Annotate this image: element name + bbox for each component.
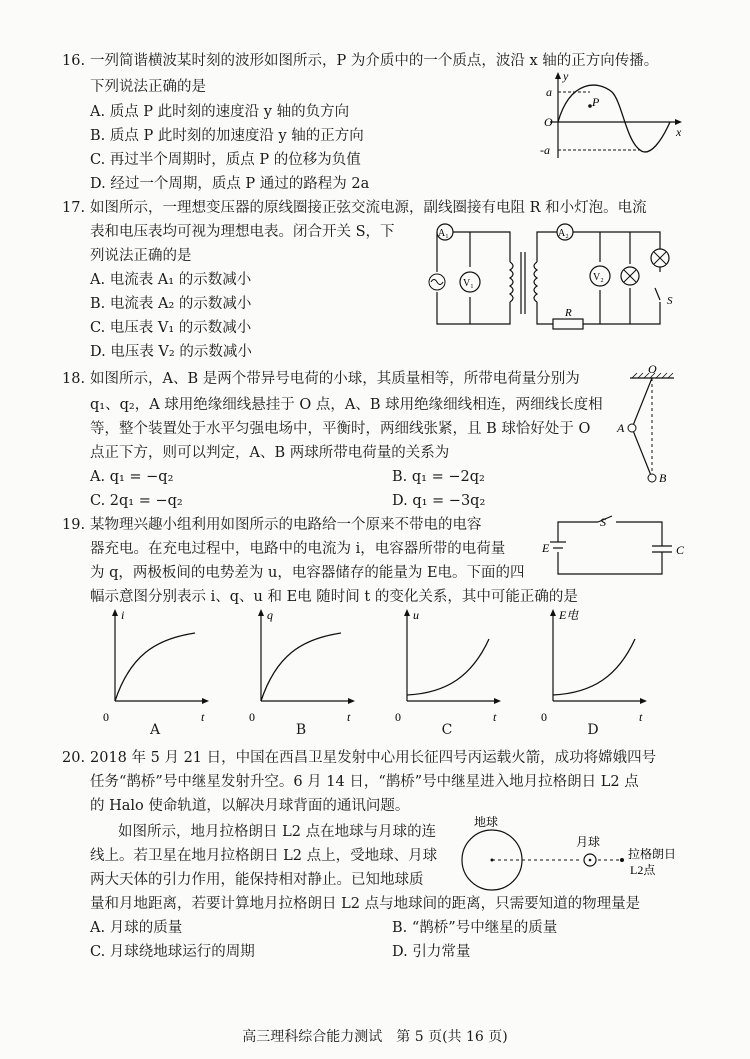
- lagrange-label-line2: L2点: [630, 863, 656, 877]
- ball-a-label: A: [617, 421, 625, 435]
- graph-option-label-a: A: [149, 722, 161, 738]
- graph-y-arrow: [112, 609, 118, 616]
- graph-curve-a: [115, 633, 195, 701]
- graph-option-label-d: D: [587, 722, 599, 738]
- wave-neg-a-label: -a: [540, 143, 550, 157]
- lagrange-point-figure: [462, 812, 692, 892]
- graph-origin-label: 0: [541, 710, 547, 724]
- graph-curve-b: [261, 633, 341, 701]
- question-20-option-b: B. “鹊桥”号中继星的质量: [392, 920, 558, 936]
- graph-t-arrow: [202, 698, 209, 704]
- graph-option-label-b: B: [295, 722, 307, 738]
- earth-label: 地球: [474, 815, 499, 829]
- graph-t-arrow: [494, 698, 501, 704]
- question-19-stem-line4: 幅示意图分别表示 i、q、u 和 E电 随时间 t 的变化关系，其中可能正确的是: [90, 589, 578, 605]
- question-18-option-d: D. q₁ = −3q₂: [392, 493, 486, 509]
- graph-origin-label: 0: [103, 710, 109, 724]
- ammeter-a2-label: A₂: [558, 228, 569, 239]
- graph-t-label: t: [347, 710, 351, 724]
- graph-y-label: u: [413, 608, 419, 622]
- question-20-option-d: D. 引力常量: [392, 944, 471, 960]
- lagrange-label-line1: 拉格朗日: [628, 847, 677, 861]
- graph-y-label: i: [121, 608, 125, 622]
- graph-t-arrow: [640, 698, 647, 704]
- resistor-r-label: R: [565, 307, 572, 319]
- question-20-stem-line5: 线上。若卫星在地月拉格朗日 L2 点上，受地球、月球: [90, 848, 438, 864]
- page-footer: 高三理科综合能力测试 第 5 页(共 16 页): [242, 1029, 508, 1045]
- graph-t-label: t: [493, 710, 497, 724]
- capacitor-c-label: C: [676, 543, 685, 557]
- voltmeter-v2-label: V₂: [593, 272, 604, 283]
- ball-b-label: B: [659, 471, 667, 485]
- question-20-number: 20.: [62, 750, 86, 766]
- graph-origin-label: 0: [249, 710, 255, 724]
- question-20-stem-line3: 的 Halo 使命轨道，以解决月球背面的通讯问题。: [90, 798, 410, 814]
- question-16-option-a: A. 质点 P 此时刻的速度沿 y 轴的负方向: [90, 104, 350, 120]
- question-17-option-c: C. 电压表 V₁ 的示数减小: [90, 320, 252, 336]
- voltmeter-v1-label: V₁: [463, 278, 474, 289]
- question-18-stem-line1: 如图所示，A、B 是两个带异号电荷的小球，其质量相等，所带电荷量分别为: [90, 371, 580, 387]
- question-16-stem-line2: 下列说法正确的是: [90, 79, 206, 95]
- question-18-option-b: B. q₁ = −2q₂: [392, 469, 485, 485]
- wave-p-label: P: [592, 95, 600, 109]
- charged-balls-figure: [612, 362, 682, 490]
- graph-curve-c: [407, 639, 489, 695]
- graph-y-label: q: [267, 608, 273, 622]
- question-16-option-b: B. 质点 P 此时刻的加速度沿 y 轴的正方向: [90, 128, 364, 144]
- question-16-option-d: D. 经过一个周期，质点 P 通过的路程为 2a: [90, 176, 370, 192]
- question-17-option-d: D. 电压表 V₂ 的示数减小: [90, 344, 252, 360]
- question-20-stem-line1: 2018 年 5 月 21 日，中国在西昌卫星发射中心用长征四号丙运载火箭，成功将嫦娥四号: [90, 750, 657, 766]
- transformer-circuit-figure: [425, 222, 695, 334]
- graph-y-label: E电: [559, 608, 579, 622]
- question-20-stem-line4: 如图所示，地月拉格朗日 L2 点在地球与月球的连: [118, 824, 437, 840]
- wave-x-label: x: [676, 125, 682, 139]
- question-18-stem-line4: 点正下方，则可以判定，A、B 两球所带电荷量的关系为: [90, 445, 450, 461]
- question-20-stem-line6: 两大天体的引力作用，能保持相对静止。已知地球质: [90, 872, 424, 888]
- question-20-stem-line2: 任务“鹊桥”号中继星发射升空。6 月 14 日，“鹊桥”号中继星进入地月拉格朗日 L2 点: [90, 774, 639, 790]
- question-18-option-a: A. q₁ = −q₂: [90, 469, 174, 485]
- question-17-stem-line3: 列说法正确的是: [90, 248, 192, 264]
- question-20-option-c: C. 月球绕地球运行的周期: [90, 944, 255, 960]
- moon-label: 月球: [576, 835, 601, 849]
- question-18-option-c: C. 2q₁ = −q₂: [90, 493, 183, 509]
- q19-graphs: [95, 605, 655, 724]
- question-18-stem-line2: q₁、q₂，A 球用绝缘细线悬挂于 O 点，A、B 球用绝缘细线相连，两细线长度相: [90, 397, 603, 413]
- graph-option-label-c: C: [441, 722, 453, 738]
- wave-y-label: y: [563, 69, 569, 83]
- question-19-stem-line1: 某物理兴趣小组利用如图所示的电路给一个原来不带电的电容: [90, 517, 482, 533]
- wave-origin-label: O: [544, 115, 553, 129]
- question-20-option-a: A. 月球的质量: [90, 920, 183, 936]
- graph-origin-label: 0: [395, 710, 401, 724]
- question-16-stem-line1: 一列简谐横波某时刻的波形如图所示，P 为介质中的一个质点，波沿 x 轴的正方向传播。: [90, 53, 659, 69]
- question-17-option-a: A. 电流表 A₁ 的示数减小: [90, 272, 252, 288]
- question-19-stem-line2: 器充电。在充电过程中，电路中的电流为 i，电容器所带的电荷量: [90, 541, 506, 557]
- graph-y-arrow: [550, 609, 556, 616]
- question-19-stem-line3: 为 q，两极板间的电势差为 u，电容器储存的能量为 E电。下面的四: [90, 565, 525, 581]
- question-17-stem-line2: 表和电压表均可视为理想电表。闭合开关 S，下: [90, 224, 395, 240]
- graph-y-arrow: [404, 609, 410, 616]
- battery-e-label: E: [542, 541, 550, 555]
- question-17-stem-line1: 如图所示，一理想变压器的原线圈接正弦交流电源，副线圈接有电阻 R 和小灯泡。电流: [90, 200, 647, 216]
- graph-y-arrow: [258, 609, 264, 616]
- graph-t-arrow: [348, 698, 355, 704]
- question-16-option-c: C. 再过半个周期时，质点 P 的位移为负值: [90, 152, 361, 168]
- ammeter-a1-label: A₁: [438, 228, 449, 239]
- graph-t-label: t: [639, 710, 643, 724]
- question-18-number: 18.: [62, 371, 86, 387]
- question-18-stem-line3: 等，整个装置处于水平匀强电场中，平衡时，两细线张紧，且 B 球恰好处于 O: [90, 421, 591, 437]
- question-17-option-b: B. 电流表 A₂ 的示数减小: [90, 296, 252, 312]
- switch-s-label-19: S: [600, 515, 606, 529]
- pivot-o-label: O: [648, 362, 657, 376]
- question-19-number: 19.: [62, 517, 86, 533]
- wave-figure: [530, 70, 685, 160]
- graph-curve-d: [553, 639, 635, 695]
- switch-s-label: S: [667, 295, 673, 307]
- wave-a-label: a: [546, 85, 552, 99]
- question-20-stem-line7: 量和月地距离，若要计算地月拉格朗日 L2 点与地球间的距离，只需要知道的物理量是: [90, 896, 641, 912]
- rc-circuit-figure: [540, 512, 690, 582]
- question-16-number: 16.: [62, 53, 86, 69]
- graph-t-label: t: [201, 710, 205, 724]
- question-17-number: 17.: [62, 200, 86, 216]
